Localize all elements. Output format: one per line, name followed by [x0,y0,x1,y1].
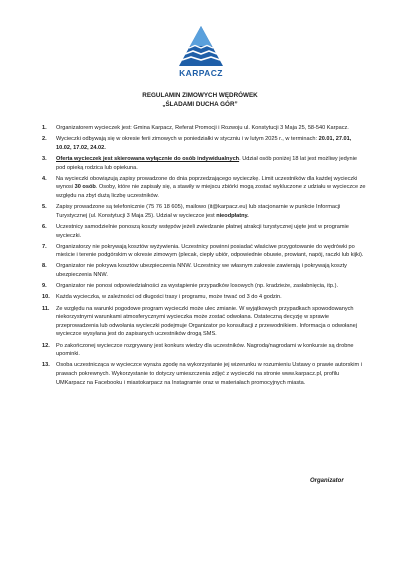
rule-text [56,204,340,219]
rule-item [42,243,367,260]
rule-item [42,262,367,279]
rule-text [56,343,354,358]
rule-text [56,125,349,131]
rule-bold-text: 20.01, 27.01, 10.02, 17.02, 24.02. [56,136,352,151]
rule-number: 13. [42,362,50,369]
logo-text: KARPACZ [179,68,223,78]
rule-number: 7. [42,243,47,250]
rule-text-part: Organizatorem wycieczek jest: Gmina Karpacz, Referat Promocji i Rozwoju ul. Konstytucji 3 Maja 25, 58-540 Karpacz. [56,125,349,131]
rule-text-part: . Osoby, które nie zapisały się, a stawiły w miejscu zbiórki mogą zostać wykluczone z udziału w wycieczce ze względu na zbyt dużą liczbę uczestników. [56,184,366,199]
rule-text-part: Osoba uczestnicząca w wycieczce wyraża zgodę na wykorzystanie jej wizerunku w rozumieniu Ustawy o prawie autorskim i prawach pokrewnych. Wykorzystanie to dotyczy umieszczenia zdjęć z wycieczki na stronie www.karpacz.pl, profilu UMKarpacz na Facebooku i miastokarpacz na Instagramie oraz w materiałach promocyjnych miasta. [56,362,362,386]
rule-text-part: Uczestnicy samodzielnie ponoszą koszty wstępów jeżeli zwiedzanie płatnej atrakcji turystycznej ujęte jest w programie wycieczki. [56,223,349,239]
rule-text [56,176,366,199]
rule-item [42,124,367,133]
rule-number: 2. [42,136,47,143]
rule-number: 12. [42,342,50,349]
rule-text [56,283,338,289]
rule-bold-text: nieodpłatny. [216,212,249,219]
rule-number: 10. [42,294,50,301]
rule-item [42,282,367,291]
rule-number: 9. [42,283,47,290]
rule-item [42,305,367,339]
rule-item [42,293,367,302]
rule-underlined-text: Oferta wycieczek jest skierowana wyłącznie do osób indywidualnych [56,155,240,162]
rule-number: 6. [42,223,47,230]
rule-text [56,156,357,171]
rule-item [42,155,367,172]
title-line-2: „ŚLADAMI DUCHA GÓR” [162,101,238,108]
rule-item [42,223,367,240]
rule-text [56,294,282,300]
rule-item [42,135,367,152]
rule-text-part: Ze względu na warunki pogodowe program wycieczki może ulec zmianie. W wyjątkowych przypadkach spowodowanych niekorzystnymi warunkami atmosferycznymi wycieczka może zostać odwołana. Ostateczną decyzję w sprawie przeprowadzenia lub odwołania wycieczki podejmuje Organizator po konsultacji z przewodnikiem. Informacja o odwołanej wycieczce wysyłana jest do zapisanych uczestników drogą SMS. [56,305,357,338]
rule-number: 1. [42,125,47,131]
document-title [0,91,400,109]
rule-text-part: Organizator nie pokrywa kosztów ubezpieczenia NNW. Uczestnicy we własnym zakresie zawierają i pokrywają koszty ubezpieczenia NNW. [56,263,347,279]
rule-item [42,203,367,220]
rule-text-part: Każda wycieczka, w zależności od długości trasy i programu, może trwać od 3 do 4 godzin. [56,294,282,301]
rules-list [42,124,367,390]
rule-number: 11. [42,305,50,312]
rule-text-part: Po zakończonej wycieczce rozgrywany jest konkurs wiedzy dla uczestników. Nagrodą/nagrodami w konkursie są drobne upominki. [56,342,354,358]
rule-number: 5. [42,204,47,211]
rule-item [42,361,367,387]
rule-text [56,136,351,151]
rule-number: 3. [42,155,47,162]
signature: Organizator [310,478,344,484]
rule-text-part: Wycieczki odbywają się w okresie ferii zimowych w poniedziałki w styczniu i w lutym 2025 r., w terminach: [56,136,319,143]
rule-text [56,306,357,338]
title-line-1: REGULAMIN ZIMOWYCH WĘDRÓWEK [142,92,258,99]
rule-item [42,175,367,201]
rule-text [56,362,362,385]
rule-text-part: Na wycieczki obowiązują zapisy prowadzone do dnia poprzedzającego wycieczkę. Limit uczestników dla każdej wycieczki wynosi [56,175,358,191]
rule-text-part: Organizatorzy nie pokrywają kosztów wyżywienia. Uczestnicy powinni posiadać właściwe przygotowanie do wędrówki po mieście i terenie podgórskim w okresie zimowym (plecak, ciepły ubiór, odpowiednie obuwie, prowiant, napój, raczki lub kijki). [56,243,364,259]
rule-item [42,342,367,359]
rule-text [56,263,347,278]
karpacz-logo [173,24,229,84]
rule-text-part: Organizator nie ponosi odpowiedzialności za wystąpienie przypadków losowych (np. kradzieże, zasłabnięcia, itp.). [56,283,339,290]
rule-text-part: . Udział osób poniżej 18 lat jest możliwy jedynie pod opieką rodzica lub opiekuna. [56,155,357,171]
rule-number: 4. [42,175,47,182]
rule-text [56,224,349,239]
rule-number: 8. [42,263,47,270]
rule-text [56,244,363,259]
rule-text-part: Zapisy prowadzone są telefonicznie (75 76 18 605), mailowo (it@karpacz.eu) lub stacjonarnie w punkcie Informacji Turystycznej (ul. Konstytucji 3 Maja 25). Udział w wycieczce jest [56,204,341,219]
rule-bold-text: 30 osób [74,184,96,191]
mountain-logo-icon [173,24,229,68]
